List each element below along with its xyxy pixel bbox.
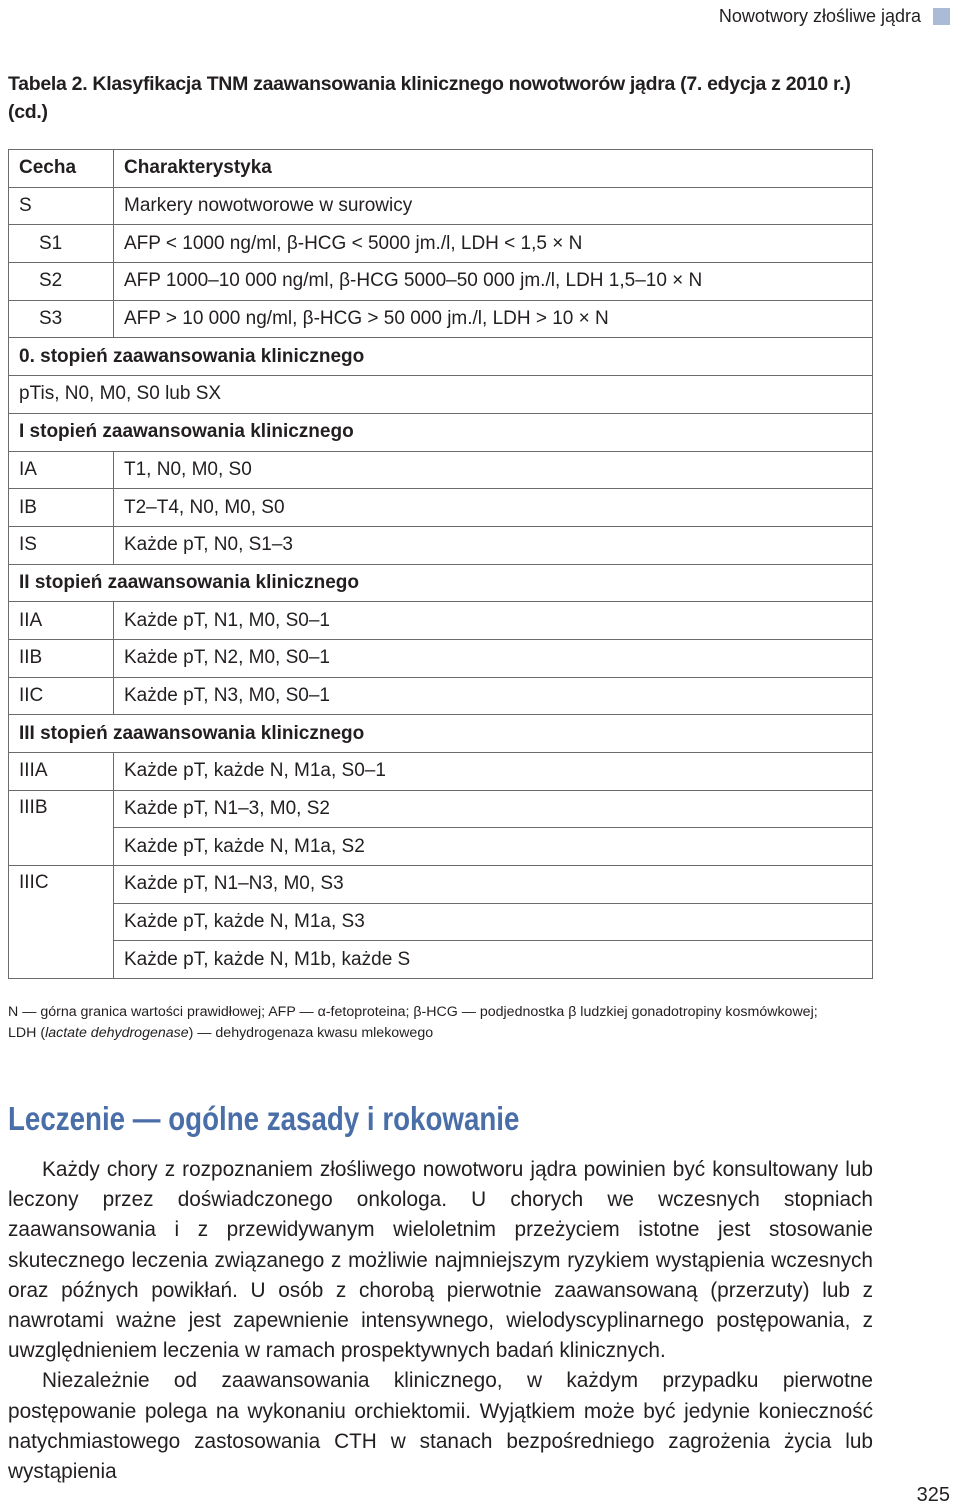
table-footnote [8, 1002, 878, 1044]
row-text: Markery nowotworowe w surowicy [114, 187, 873, 225]
row-text: T1, N0, M0, S0 [114, 451, 873, 489]
row-text: Każde pT, N1, M0, S0–1 [114, 602, 873, 640]
row-text: Każde pT, N3, M0, S0–1 [114, 677, 873, 715]
row-text: Każde pT, każde N, M1a, S2 [114, 828, 873, 866]
table-row [9, 300, 873, 338]
row-code: IIA [9, 602, 114, 640]
footnote-text: LDH ( [8, 1025, 46, 1041]
row-text: Każde pT, każde N, M1b, każde S [114, 941, 873, 979]
col-header-feature: Cecha [9, 150, 114, 188]
footnote-italic: lactate dehydrogenase [45, 1025, 189, 1041]
row-code: S1 [9, 225, 114, 263]
section-row [9, 564, 873, 602]
section-row [9, 338, 873, 376]
table-row [9, 753, 873, 791]
table-header-row [9, 150, 873, 188]
section-heading: Leczenie — ogólne zasady i rokowanie [8, 1100, 520, 1137]
row-text: Każde pT, N1–N3, M0, S3 [114, 866, 873, 904]
row-code: IB [9, 489, 114, 527]
running-title: Nowotwory złośliwe jądra [718, 5, 921, 26]
row-text: AFP < 1000 ng/ml, β-HCG < 5000 jm./l, LDH < 1,5 × N [114, 225, 873, 263]
row-text: Każde pT, N1–3, M0, S2 [114, 790, 873, 828]
page-number: 325 [916, 1484, 950, 1506]
row-text: AFP > 10 000 ng/ml, β-HCG > 50 000 jm./l, LDH > 10 × N [114, 300, 873, 338]
row-text: T2–T4, N0, M0, S0 [114, 489, 873, 527]
table-row [9, 677, 873, 715]
row-code: IA [9, 451, 114, 489]
stage3-title: III stopień zaawansowania klinicznego [9, 715, 873, 753]
row-text: AFP 1000–10 000 ng/ml, β-HCG 5000–50 000 jm./l, LDH 1,5–10 × N [114, 263, 873, 301]
paragraph: Każdy chory z rozpoznaniem złośliwego nowotworu jądra powinien być konsultowany lub leczony przez doświadczonego onkologa. U chorych we wczesnych stopniach zaawansowania i z przewidywanym wieloletnim przeżyciem istotne jest stosowanie skutecznego leczenia związanego z możliwie najmniejszym ryzykiem wystąpienia wczesnych oraz późnych powikłań. U osób z chorobą pierwotnie zaawansowaną (przerzuty) lub z nawrotami ważne jest zapewnienie intensywnego, wielodyscyplinarnego postępowania, z uwzględnieniem leczenia w ramach prospektywnych badań klinicznych. [8, 1158, 873, 1363]
stage0-text: pTis, N0, M0, S0 lub SX [9, 376, 873, 414]
row-text: Każde pT, N2, M0, S0–1 [114, 639, 873, 677]
row-code: S3 [9, 300, 114, 338]
section-row [9, 715, 873, 753]
stage1-title: I stopień zaawansowania klinicznego [9, 413, 873, 451]
header-square-icon [933, 8, 950, 25]
row-code: IIB [9, 639, 114, 677]
table-row [9, 376, 873, 414]
row-code: IS [9, 526, 114, 564]
table-row [9, 489, 873, 527]
footnote-line-2 [8, 1023, 878, 1044]
body-text [8, 1155, 873, 1487]
table-row [9, 602, 873, 640]
table-row [9, 451, 873, 489]
paragraph: Niezależnie od zaawansowania klinicznego, w każdym przypadku pierwotne postępowanie polega na wykonaniu orchiektomii. Wyjątkiem może być jedynie konieczność natychmiastowego zastosowania CTH w stanach bezpośredniego zagrożenia życia lub wystąpienia [8, 1369, 873, 1484]
table-row [9, 903, 873, 941]
table-row [9, 866, 873, 904]
row-code: IIIC [9, 866, 114, 979]
table-row [9, 639, 873, 677]
table-row [9, 187, 873, 225]
table-row [9, 526, 873, 564]
row-text: Każde pT, N0, S1–3 [114, 526, 873, 564]
row-code: S [9, 187, 114, 225]
tnm-table [8, 149, 873, 979]
stage0-title: 0. stopień zaawansowania klinicznego [9, 338, 873, 376]
table-row [9, 790, 873, 828]
row-text: Każde pT, każde N, M1a, S3 [114, 903, 873, 941]
row-code: S2 [9, 263, 114, 301]
table-row [9, 263, 873, 301]
section-row [9, 413, 873, 451]
row-code: IIIA [9, 753, 114, 791]
table-row [9, 225, 873, 263]
footnote-line-1: N — górna granica wartości prawidłowej; AFP — α-fetoproteina; β-HCG — podjednostka β ludzkiej gonadotropiny kosmówkowej; [8, 1004, 818, 1020]
stage2-title: II stopień zaawansowania klinicznego [9, 564, 873, 602]
table-caption: Tabela 2. Klasyfikacja TNM zaawansowania klinicznego nowotworów jądra (7. edycja z 2010 r.) (cd.) [8, 73, 851, 123]
row-code: IIC [9, 677, 114, 715]
footnote-text: ) — dehydrogenaza kwasu mlekowego [188, 1025, 434, 1041]
col-header-characteristic: Charakterystyka [114, 150, 873, 188]
running-header [719, 4, 950, 28]
row-code: IIIB [9, 790, 114, 865]
table-row [9, 941, 873, 979]
row-text: Każde pT, każde N, M1a, S0–1 [114, 753, 873, 791]
table-row [9, 828, 873, 866]
